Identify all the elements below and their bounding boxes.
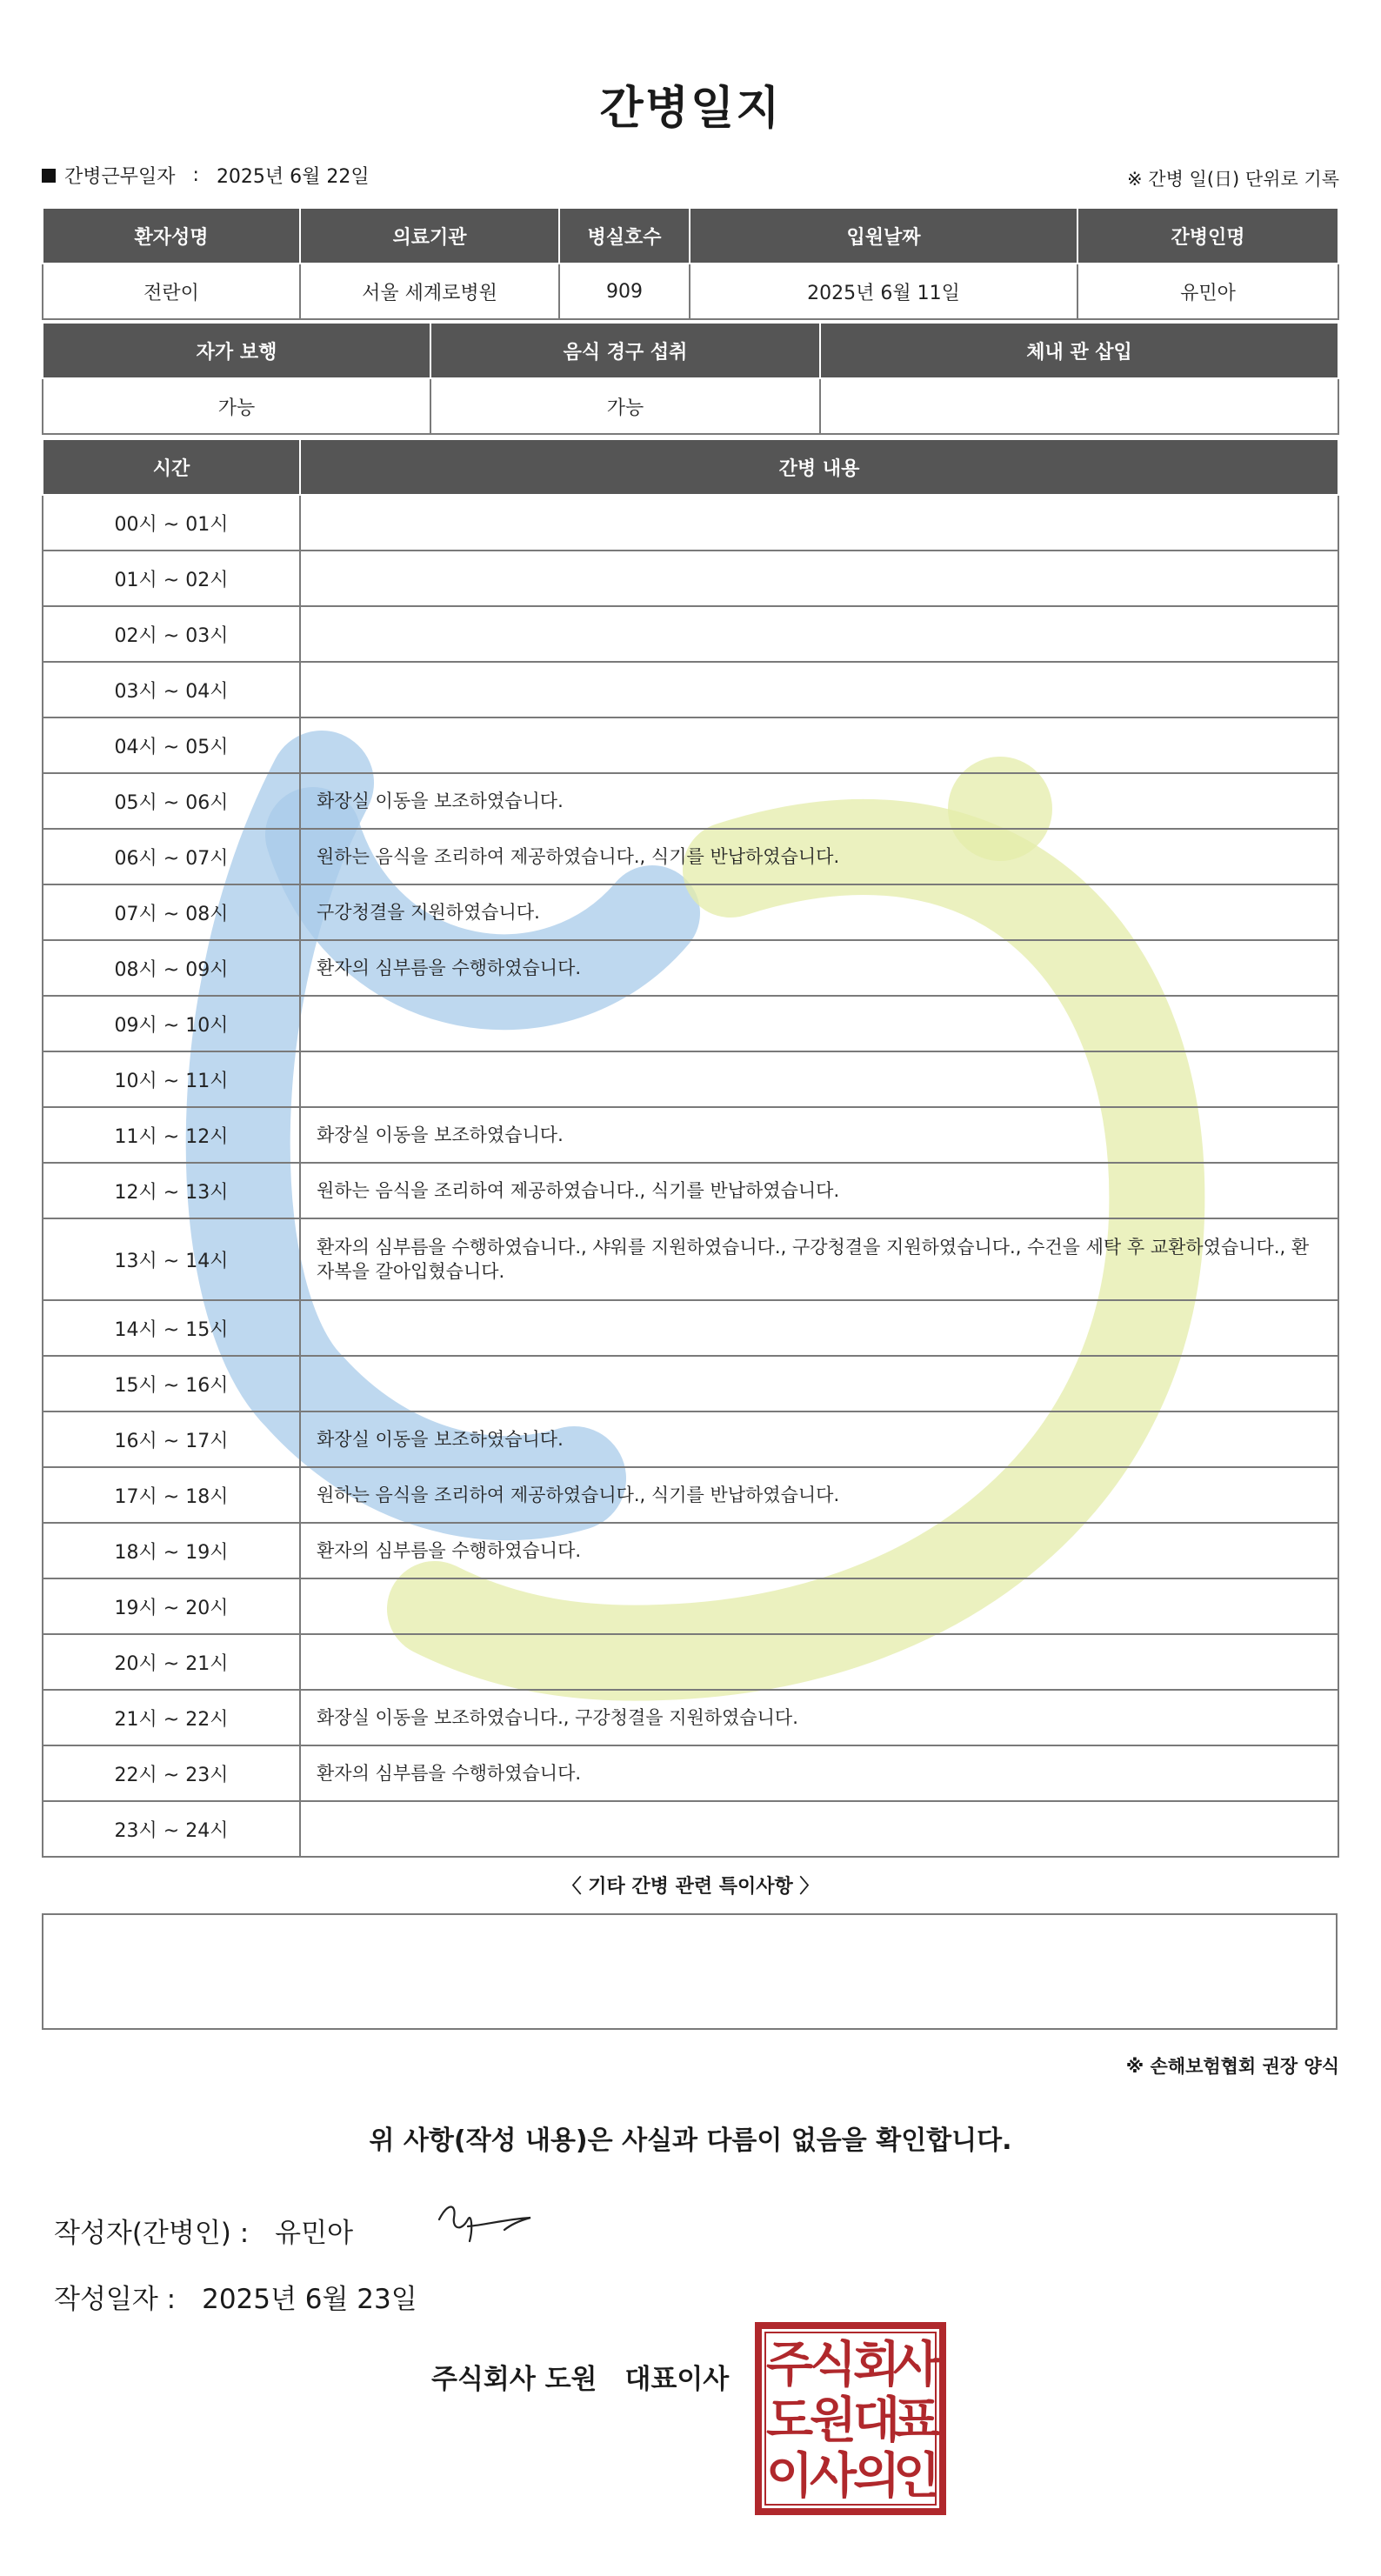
log-content xyxy=(300,1356,1338,1411)
care-log-table xyxy=(42,438,1339,1858)
log-content xyxy=(300,1051,1338,1107)
log-time: 02시 ~ 03시 xyxy=(43,606,300,662)
log-row xyxy=(43,1745,1338,1801)
log-time: 04시 ~ 05시 xyxy=(43,717,300,773)
log-row xyxy=(43,1356,1338,1411)
log-content xyxy=(300,1578,1338,1634)
svg-text:주: 주 xyxy=(765,2337,814,2393)
log-content xyxy=(300,662,1338,717)
log-time: 00시 ~ 01시 xyxy=(43,495,300,551)
log-content: 환자의 심부름을 수행하였습니다. xyxy=(300,1745,1338,1801)
header-hospital: 의료기관 xyxy=(300,208,559,264)
special-notes-label: 〈 기타 간병 관련 특이사항 〉 xyxy=(562,1876,819,1898)
log-time: 18시 ~ 19시 xyxy=(43,1523,300,1578)
tube-insertion-value xyxy=(820,378,1338,434)
log-time: 03시 ~ 04시 xyxy=(43,662,300,717)
log-content xyxy=(300,495,1338,551)
log-content: 환자의 심부름을 수행하였습니다. xyxy=(300,1523,1338,1578)
bullet-square-icon xyxy=(42,169,56,183)
admission-date: 2025년 6월 11일 xyxy=(690,264,1077,319)
log-row xyxy=(43,940,1338,996)
header-caregiver: 간병인명 xyxy=(1077,208,1338,264)
svg-text:식: 식 xyxy=(809,2337,857,2393)
header-room: 병실호수 xyxy=(559,208,690,264)
header-time: 시간 xyxy=(43,439,300,495)
log-content xyxy=(300,996,1338,1051)
svg-text:대: 대 xyxy=(852,2392,901,2449)
svg-text:인: 인 xyxy=(892,2448,941,2505)
header-oral-intake: 음식 경구 섭취 xyxy=(430,323,820,378)
company-role: 대표이사 xyxy=(624,2364,730,2395)
log-row xyxy=(43,1634,1338,1690)
patient-name: 전란이 xyxy=(43,264,300,319)
svg-text:사: 사 xyxy=(809,2448,857,2505)
log-time: 12시 ~ 13시 xyxy=(43,1163,300,1218)
log-content: 구강청결을 지원하였습니다. xyxy=(300,884,1338,940)
svg-text:의: 의 xyxy=(852,2448,901,2505)
writer-name: 유민아 xyxy=(275,2218,354,2249)
header-tube-insertion: 체내 관 삽입 xyxy=(820,323,1338,378)
header-patient-name: 환자성명 xyxy=(43,208,300,264)
write-date-row xyxy=(54,2277,417,2316)
log-row xyxy=(43,1300,1338,1356)
log-time: 23시 ~ 24시 xyxy=(43,1801,300,1857)
log-time: 16시 ~ 17시 xyxy=(43,1411,300,1467)
log-row xyxy=(43,884,1338,940)
log-row xyxy=(43,1578,1338,1634)
log-content: 환자의 심부름을 수행하였습니다. xyxy=(300,940,1338,996)
write-date-value: 2025년 6월 23일 xyxy=(202,2284,417,2315)
svg-text:사: 사 xyxy=(892,2337,941,2393)
log-content: 화장실 이동을 보조하였습니다. xyxy=(300,1107,1338,1163)
work-date-value: 2025년 6월 22일 xyxy=(216,166,370,188)
log-time: 07시 ~ 08시 xyxy=(43,884,300,940)
hospital-name: 서울 세계로병원 xyxy=(300,264,559,319)
svg-text:도: 도 xyxy=(765,2392,814,2449)
log-row xyxy=(43,1218,1338,1300)
writer-row xyxy=(54,2211,353,2250)
log-row xyxy=(43,551,1338,606)
log-row xyxy=(43,495,1338,551)
log-row xyxy=(43,1690,1338,1745)
log-time: 09시 ~ 10시 xyxy=(43,996,300,1051)
log-content xyxy=(300,606,1338,662)
log-content xyxy=(300,1634,1338,1690)
header-care-content: 간병 내용 xyxy=(300,439,1338,495)
log-content xyxy=(300,551,1338,606)
log-row xyxy=(43,717,1338,773)
log-time: 17시 ~ 18시 xyxy=(43,1467,300,1523)
svg-text:원: 원 xyxy=(809,2392,857,2449)
company-seal-stamp xyxy=(753,2320,948,2517)
log-row xyxy=(43,606,1338,662)
self-walking-value: 가능 xyxy=(43,378,430,434)
daily-record-note: ※ 간병 일(日) 단위로 기록 xyxy=(1127,169,1339,190)
signature-image xyxy=(435,2193,539,2254)
log-row xyxy=(43,996,1338,1051)
work-date-label: 간병근무일자 xyxy=(64,166,176,188)
header-admission-date: 입원날짜 xyxy=(690,208,1077,264)
writer-label: 작성자(간병인) : xyxy=(54,2218,250,2249)
patient-status-table xyxy=(42,322,1339,435)
log-time: 08시 ~ 09시 xyxy=(43,940,300,996)
log-time: 13시 ~ 14시 xyxy=(43,1218,300,1300)
room-number: 909 xyxy=(559,264,690,319)
log-content: 화장실 이동을 보조하였습니다. xyxy=(300,1411,1338,1467)
company-signoff xyxy=(431,2357,729,2396)
log-content: 원하는 음식을 조리하여 제공하였습니다., 식기를 반납하였습니다. xyxy=(300,1467,1338,1523)
work-date-separator: : xyxy=(192,164,199,186)
log-time: 06시 ~ 07시 xyxy=(43,829,300,884)
log-content: 원하는 음식을 조리하여 제공하였습니다., 식기를 반납하였습니다. xyxy=(300,1163,1338,1218)
log-content: 화장실 이동을 보조하였습니다. xyxy=(300,773,1338,829)
header-self-walking: 자가 보행 xyxy=(43,323,430,378)
log-time: 20시 ~ 21시 xyxy=(43,1634,300,1690)
log-time: 01시 ~ 02시 xyxy=(43,551,300,606)
work-date-row xyxy=(42,162,370,189)
write-date-label: 작성일자 : xyxy=(54,2284,177,2315)
log-row xyxy=(43,829,1338,884)
company-name: 주식회사 도원 xyxy=(431,2364,597,2395)
patient-info-table xyxy=(42,207,1339,320)
svg-text:회: 회 xyxy=(852,2337,901,2393)
log-row xyxy=(43,1107,1338,1163)
log-time: 21시 ~ 22시 xyxy=(43,1690,300,1745)
log-row xyxy=(43,1051,1338,1107)
confirmation-statement: 위 사항(작성 내용)은 사실과 다름이 없음을 확인합니다. xyxy=(369,2126,1012,2156)
recommended-form-note: ※ 손해보험협회 권장 양식 xyxy=(1125,2056,1339,2077)
log-row xyxy=(43,1523,1338,1578)
oral-intake-value: 가능 xyxy=(430,378,820,434)
log-content: 화장실 이동을 보조하였습니다., 구강청결을 지원하였습니다. xyxy=(300,1690,1338,1745)
log-time: 22시 ~ 23시 xyxy=(43,1745,300,1801)
log-row xyxy=(43,1467,1338,1523)
log-content: 원하는 음식을 조리하여 제공하였습니다., 식기를 반납하였습니다. xyxy=(300,829,1338,884)
svg-text:표: 표 xyxy=(892,2392,941,2449)
log-time: 11시 ~ 12시 xyxy=(43,1107,300,1163)
log-row xyxy=(43,773,1338,829)
log-row xyxy=(43,1163,1338,1218)
log-time: 15시 ~ 16시 xyxy=(43,1356,300,1411)
document-title: 간병일지 xyxy=(599,83,782,135)
log-content: 환자의 심부름을 수행하였습니다., 샤워를 지원하였습니다., 구강청결을 지원하였습니다., 수건을 세탁 후 교환하였습니다., 환자복을 갈아입혔습니다. xyxy=(300,1218,1338,1300)
log-row xyxy=(43,1801,1338,1857)
log-row xyxy=(43,1411,1338,1467)
log-content xyxy=(300,1801,1338,1857)
log-time: 19시 ~ 20시 xyxy=(43,1578,300,1634)
log-content xyxy=(300,1300,1338,1356)
caregiver-name: 유민아 xyxy=(1077,264,1338,319)
log-time: 14시 ~ 15시 xyxy=(43,1300,300,1356)
log-time: 05시 ~ 06시 xyxy=(43,773,300,829)
log-time: 10시 ~ 11시 xyxy=(43,1051,300,1107)
svg-text:이: 이 xyxy=(765,2448,814,2505)
log-row xyxy=(43,662,1338,717)
special-notes-box xyxy=(42,1913,1338,2030)
log-content xyxy=(300,717,1338,773)
